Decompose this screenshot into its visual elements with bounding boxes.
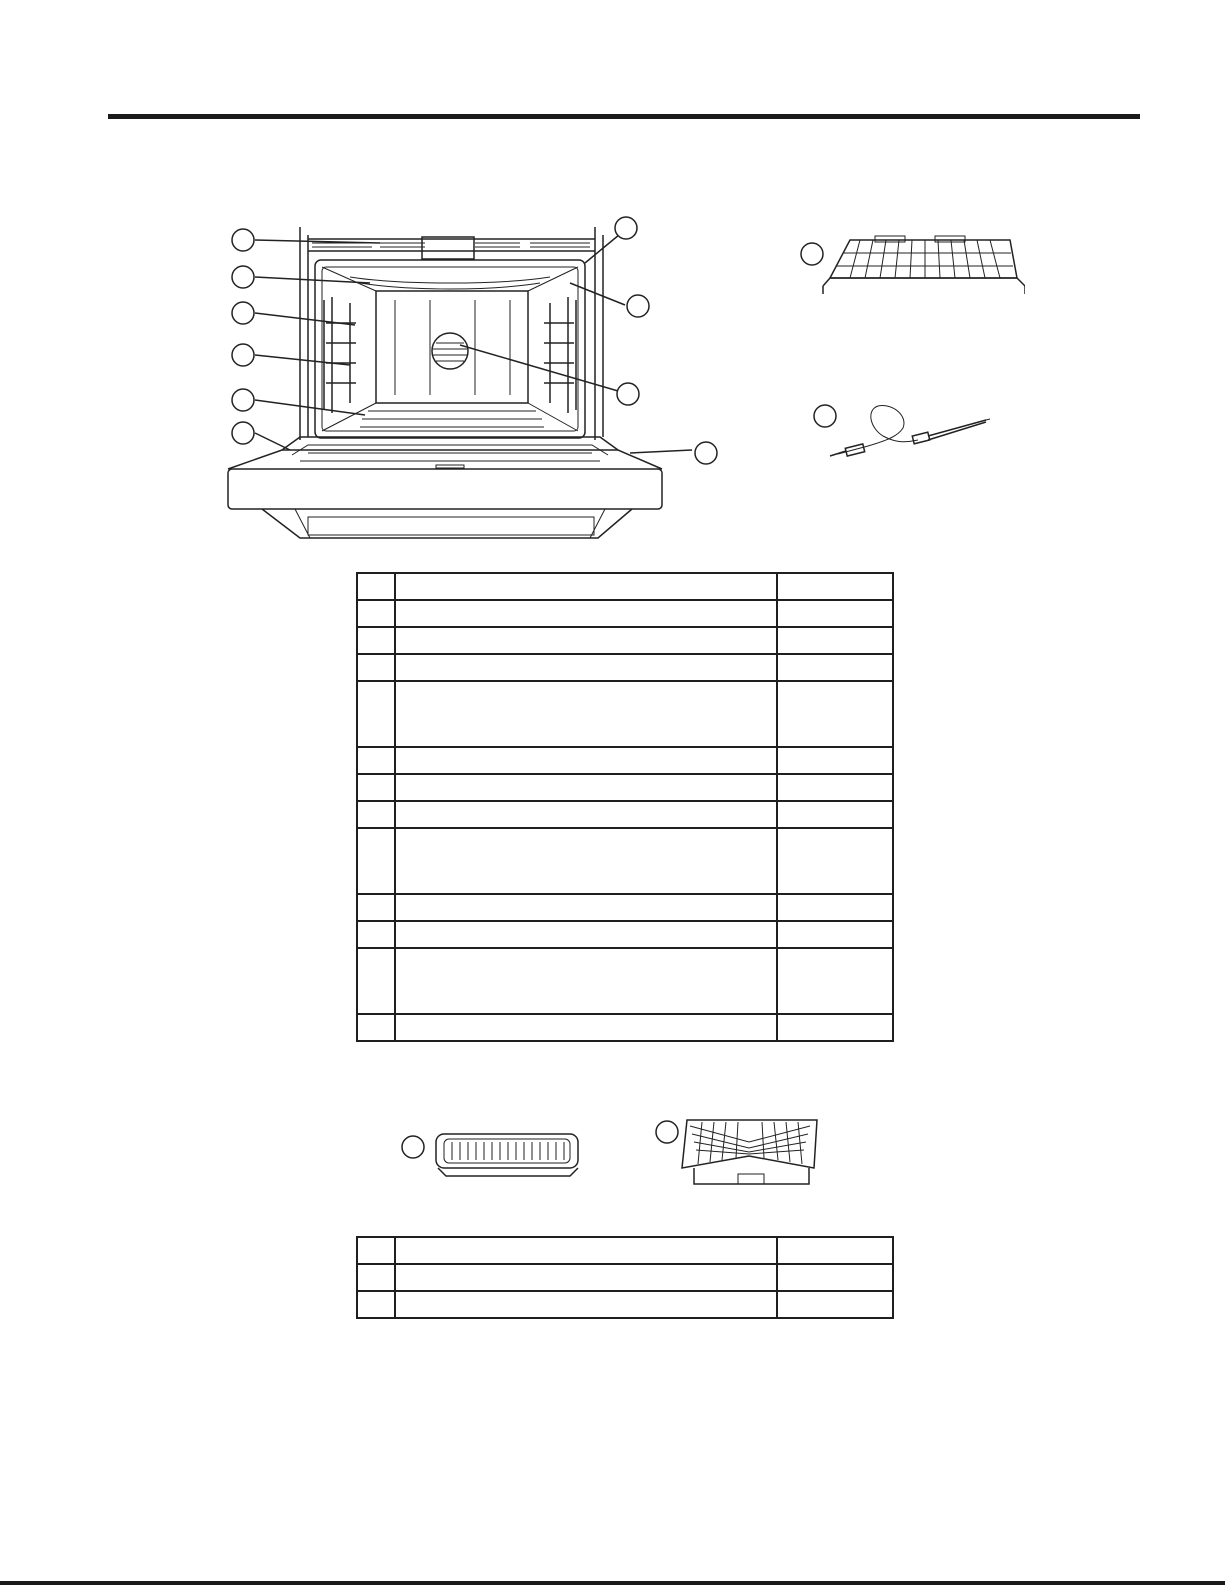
table-row [357, 627, 893, 654]
description-cell [395, 600, 777, 627]
item-number-cell [357, 1291, 395, 1318]
description-cell [395, 1237, 777, 1264]
footer-rule [0, 1581, 1225, 1585]
description-cell [395, 948, 777, 1014]
table-row [357, 921, 893, 948]
description-cell [395, 747, 777, 774]
description-cell [395, 921, 777, 948]
part-number-cell [777, 1014, 893, 1041]
roasting-rack-icon [652, 1112, 822, 1192]
table-row [357, 948, 893, 1014]
description-cell [395, 1291, 777, 1318]
table-row [357, 600, 893, 627]
item-number-cell [357, 894, 395, 921]
part-number-cell [777, 573, 893, 600]
description-cell [395, 627, 777, 654]
item-number-cell [357, 774, 395, 801]
description-cell [395, 654, 777, 681]
item-number-cell [357, 681, 395, 747]
table-row [357, 1264, 893, 1291]
part-number-cell [777, 894, 893, 921]
item-number-cell [357, 948, 395, 1014]
table-row [357, 573, 893, 600]
description-cell [395, 1264, 777, 1291]
item-number-cell [357, 747, 395, 774]
description-cell [395, 1014, 777, 1041]
table-row [357, 654, 893, 681]
part-number-cell [777, 681, 893, 747]
description-cell [395, 894, 777, 921]
part-number-cell [777, 1237, 893, 1264]
accessory-parts-table [356, 1236, 894, 1319]
meat-probe-icon [808, 398, 998, 468]
table-row [357, 1291, 893, 1318]
item-number-cell [357, 1264, 395, 1291]
part-number-cell [777, 627, 893, 654]
table-row [357, 1014, 893, 1041]
table-row [357, 801, 893, 828]
item-number-cell [357, 600, 395, 627]
oven-rack-icon [795, 228, 1025, 318]
item-number-cell [357, 801, 395, 828]
part-number-cell [777, 600, 893, 627]
table-row [357, 681, 893, 747]
part-number-cell [777, 948, 893, 1014]
table-row [357, 747, 893, 774]
description-cell [395, 774, 777, 801]
oven-parts-table [356, 572, 894, 1042]
table-row [357, 894, 893, 921]
description-cell [395, 801, 777, 828]
broil-pan-icon [398, 1128, 588, 1184]
part-number-cell [777, 747, 893, 774]
item-number-cell [357, 921, 395, 948]
table-row [357, 828, 893, 894]
description-cell [395, 573, 777, 600]
part-number-cell [777, 1264, 893, 1291]
item-number-cell [357, 828, 395, 894]
table-row [357, 774, 893, 801]
part-number-cell [777, 801, 893, 828]
item-number-cell [357, 627, 395, 654]
description-cell [395, 828, 777, 894]
part-number-cell [777, 774, 893, 801]
part-number-cell [777, 654, 893, 681]
part-number-cell [777, 921, 893, 948]
item-number-cell [357, 1014, 395, 1041]
part-number-cell [777, 1291, 893, 1318]
header-rule [108, 114, 1140, 119]
table-row [357, 1237, 893, 1264]
item-number-cell [357, 573, 395, 600]
part-number-cell [777, 828, 893, 894]
oven-cavity-icon [200, 205, 720, 545]
item-number-cell [357, 654, 395, 681]
description-cell [395, 681, 777, 747]
item-number-cell [357, 1237, 395, 1264]
